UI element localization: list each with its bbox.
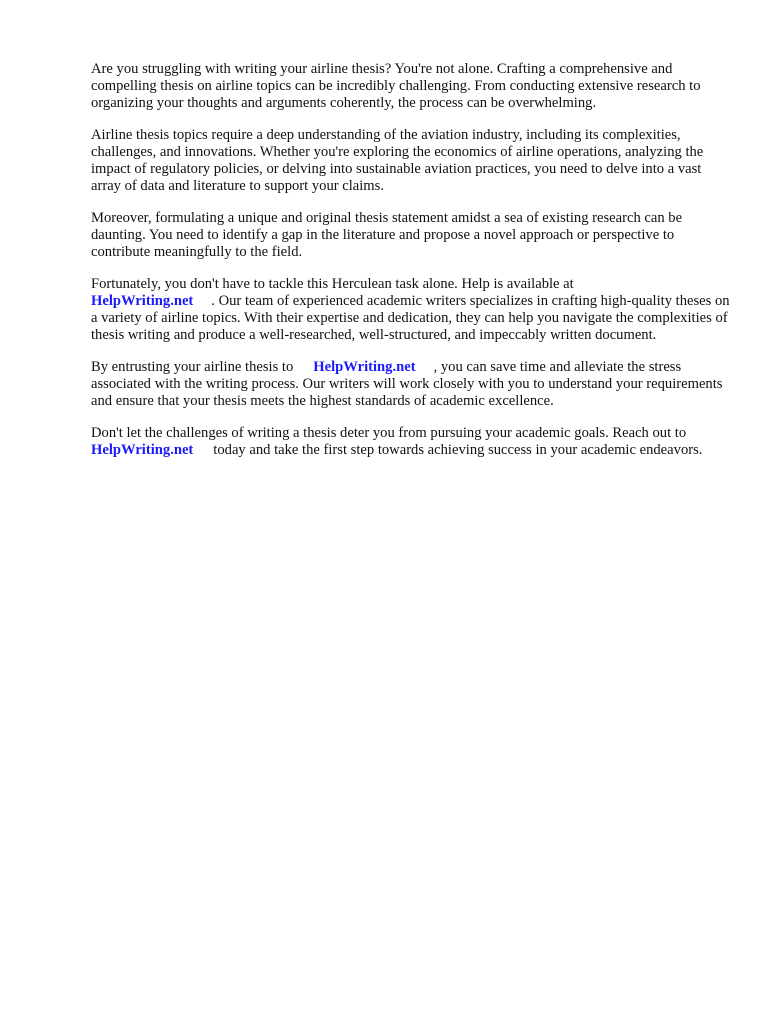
paragraph-text: , you can save time and alleviate the stress associated with the writing process. Our writers will work closely with you to understand your requirements and ensure that your thesis meets the highest standards of academic excellence. [91,359,723,409]
paragraph-text: By entrusting your airline thesis to [91,359,294,375]
document-body [91,61,731,474]
paragraph-text: today and take the first step towards achieving success in your academic endeavors. [213,442,703,458]
paragraph-help-available [91,276,731,344]
helpwriting-link[interactable]: HelpWriting.net [313,359,416,375]
helpwriting-link[interactable]: HelpWriting.net [91,442,194,458]
paragraph-thesis-statement [91,210,731,261]
paragraph-text: Are you struggling with writing your airline thesis? You're not alone. Crafting a comprehensive and compelling thesis on airline topics can be incredibly challenging. From conducting extensive research to organizing your thoughts and arguments coherently, the process can be overwhelming. [91,61,701,111]
paragraph-text: Moreover, formulating a unique and original thesis statement amidst a sea of existing research can be daunting. You need to identify a gap in the literature and propose a novel approach or perspective to contribute meaningfully to the field. [91,210,683,260]
paragraph-closing [91,425,731,459]
paragraph-text: . Our team of experienced academic writers specializes in crafting high-quality theses on a variety of airline topics. With their expertise and dedication, they can help you navigate the complexities of thesis writing and produce a well-researched, well-structured, and impeccably written document. [91,293,730,343]
paragraph-text: Airline thesis topics require a deep understanding of the aviation industry, including its complexities, challenges, and innovations. Whether you're exploring the economics of airline operations, analyzing the impact of regulatory policies, or delving into sustainable aviation practices, you need to delve into a vast array of data and literature to support your claims. [91,127,704,194]
paragraph-text: Fortunately, you don't have to tackle this Herculean task alone. Help is available at [91,276,574,292]
paragraph-entrusting [91,359,731,410]
paragraph-topics [91,127,731,195]
paragraph-text: Don't let the challenges of writing a thesis deter you from pursuing your academic goals. Reach out to [91,425,687,441]
paragraph-intro [91,61,731,112]
helpwriting-link[interactable]: HelpWriting.net [91,293,194,309]
